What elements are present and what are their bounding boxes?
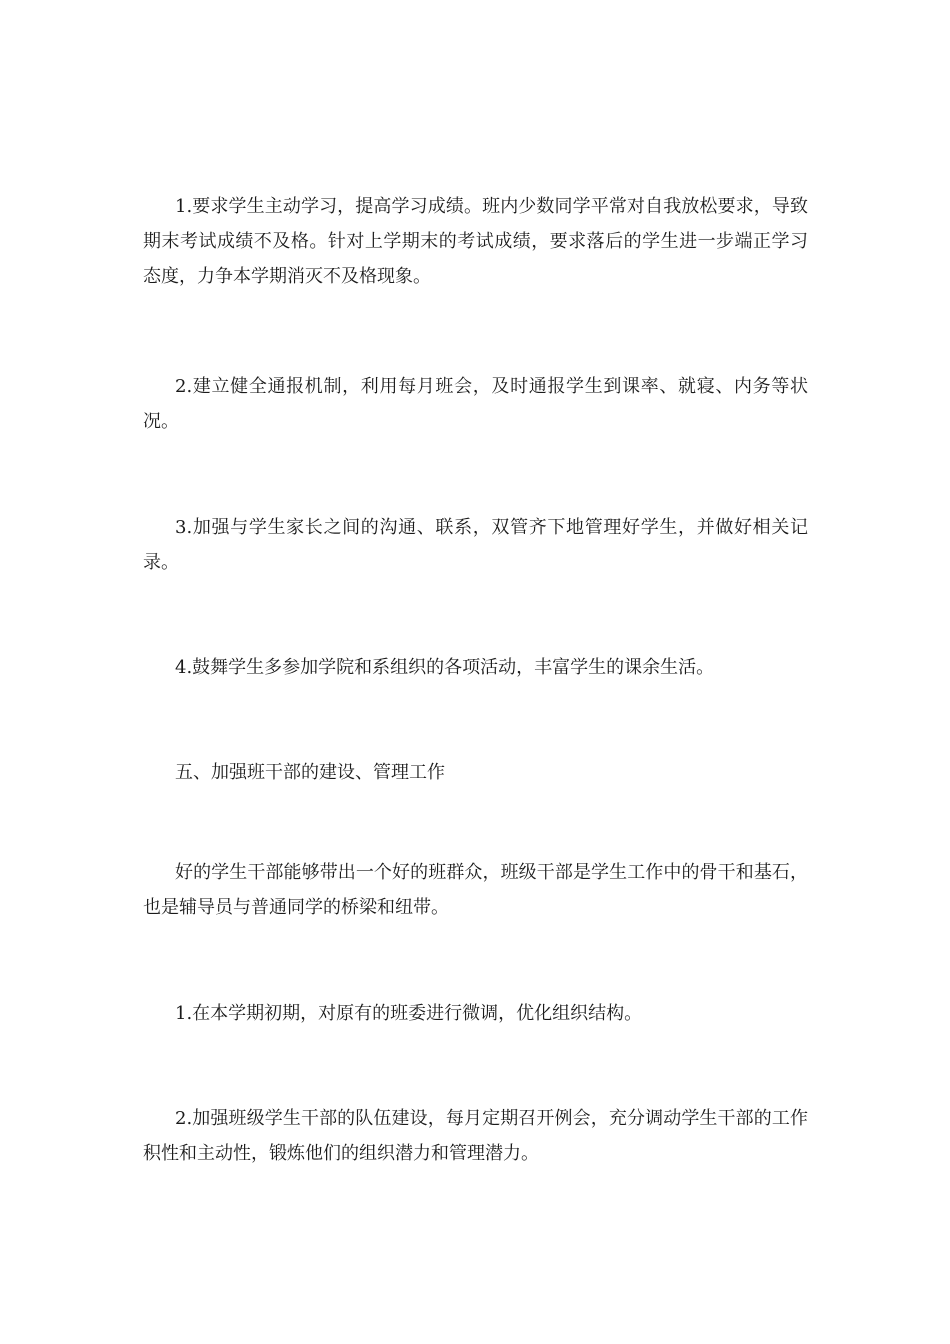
paragraph-cadre-importance: 好的学生干部能够带出一个好的班群众，班级干部是学生工作中的骨干和基石，也是辅导员与普通同学的桥梁和纽带。 bbox=[143, 862, 808, 918]
paragraph-parent-communication: 3.加强与学生家长之间的沟通、联系，双管齐下地管理好学生，并做好相关记录。 bbox=[143, 517, 808, 573]
paragraph-activities: 4.鼓舞学生多参加学院和系组织的各项活动，丰富学生的课余生活。 bbox=[175, 657, 715, 678]
paragraph-committee-adjustment: 1.在本学期初期，对原有的班委进行微调，优化组织结构。 bbox=[175, 1003, 643, 1024]
paragraph-cadre-team-building: 2.加强班级学生干部的队伍建设，每月定期召开例会，充分调动学生干部的工作积性和主动性，锻炼他们的组织潜力和管理潜力。 bbox=[143, 1108, 808, 1164]
paragraph-study-requirement: 1.要求学生主动学习，提高学习成绩。班内少数同学平常对自我放松要求，导致期末考试成绩不及格。针对上学期末的考试成绩，要求落后的学生进一步端正学习态度，力争本学期消灭不及格现象。 bbox=[143, 196, 808, 287]
section-heading-class-cadres: 五、加强班干部的建设、管理工作 bbox=[175, 762, 445, 783]
paragraph-notification-mechanism: 2.建立健全通报机制，利用每月班会，及时通报学生到课率、就寝、内务等状况。 bbox=[143, 376, 808, 432]
